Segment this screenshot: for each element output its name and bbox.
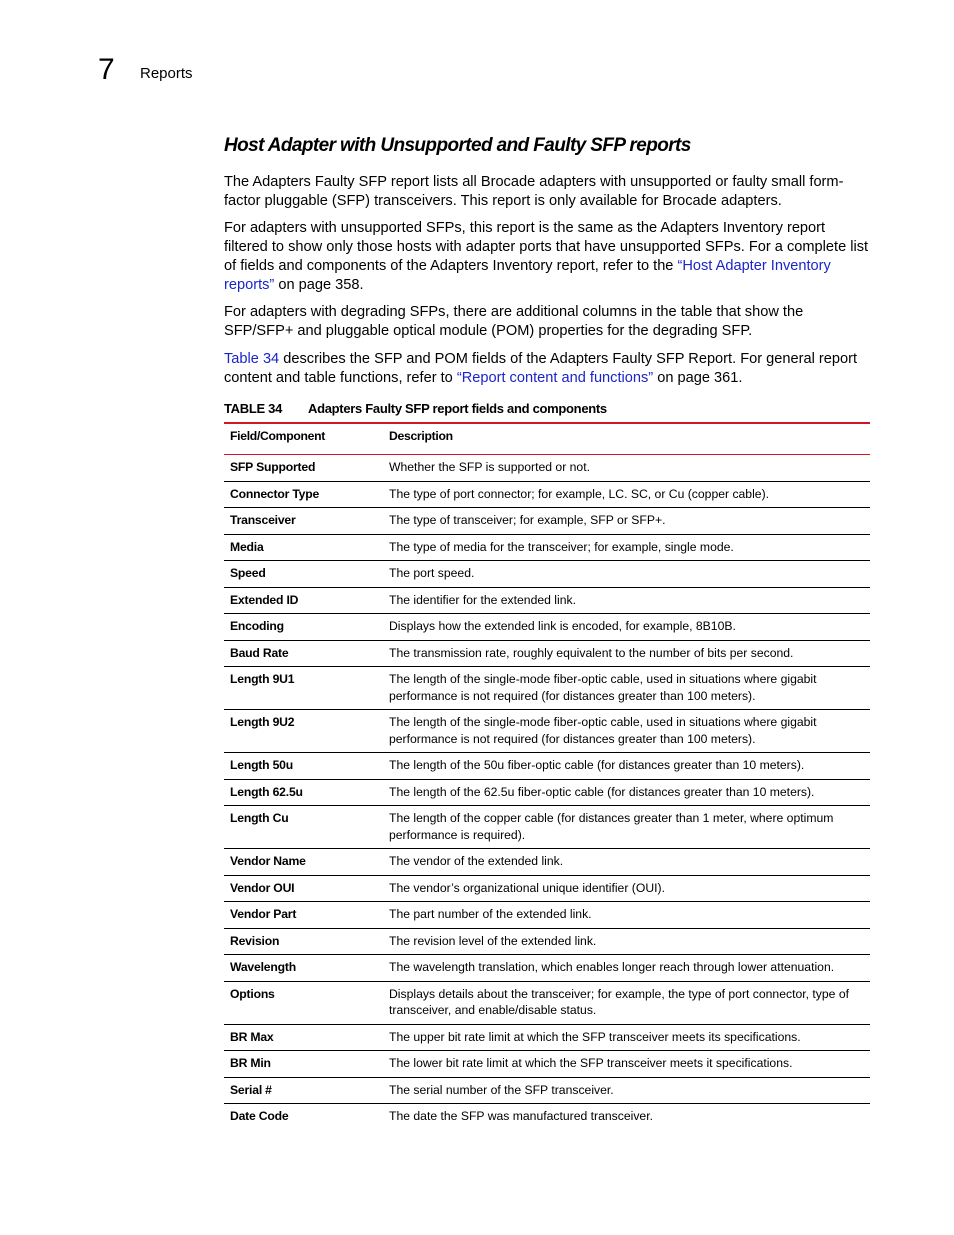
host-adapter-inventory-link[interactable]: “Host Adapter Inventory reports” <box>224 258 831 293</box>
description-cell: The port speed. <box>377 561 870 588</box>
table-row <box>224 1024 870 1051</box>
table-row <box>224 1051 870 1078</box>
description-cell: The transmission rate, roughly equivalent to the number of bits per second. <box>377 640 870 667</box>
table-row <box>224 710 870 753</box>
field-name-cell: SFP Supported <box>224 455 377 482</box>
table-row <box>224 875 870 902</box>
field-name-cell: Serial # <box>224 1077 377 1104</box>
column-header-description: Description <box>377 423 870 455</box>
field-name-cell: Extended ID <box>224 587 377 614</box>
field-name-cell: Date Code <box>230 1109 289 1123</box>
table-34-link[interactable]: Table 34 <box>224 351 280 367</box>
table-header-row <box>224 423 870 455</box>
field-name-cell: Vendor Name <box>224 849 377 876</box>
chapter-title: Reports <box>140 65 193 82</box>
field-name-cell: Wavelength <box>224 955 377 982</box>
table-row <box>224 806 870 849</box>
description-cell: The vendor of the extended link. <box>377 849 870 876</box>
paragraph-text: on page 358. <box>274 277 364 293</box>
field-name-cell: Length 50u <box>224 753 377 780</box>
field-name-cell: Vendor Part <box>224 902 377 929</box>
field-name-cell: Encoding <box>224 614 377 641</box>
table-row <box>224 455 870 482</box>
field-name-cell: Baud Rate <box>224 640 377 667</box>
table-row <box>224 508 870 535</box>
paragraph-degrading: For adapters with degrading SFPs, there are additional columns in the table that show the SFP/SFP+ and pluggable optical module (POM) properties for the degrading SFP. <box>224 304 804 339</box>
description-cell: The length of the single-mode fiber-optic cable, used in situations where gigabit performance is not required (for distances greater than 100 meters). <box>377 710 870 753</box>
section-title: Host Adapter with Unsupported and Faulty SFP reports <box>224 135 691 156</box>
description-cell: The type of port connector; for example, LC. SC, or Cu (copper cable). <box>377 481 870 508</box>
chapter-number: 7 <box>98 53 115 86</box>
table-row <box>224 955 870 982</box>
paragraph-text: describes the SFP and POM fields of the Adapters Faulty SFP Report. For general report content and table functions, refer to <box>224 351 858 386</box>
table-caption <box>224 400 870 418</box>
table-row <box>224 587 870 614</box>
description-cell: The date the SFP was manufactured transceiver. <box>389 1109 653 1123</box>
paragraph-intro: The Adapters Faulty SFP report lists all Brocade adapters with unsupported or faulty small form-factor pluggable (SFP) transceivers. This report is only available for Brocade adapters. <box>224 174 844 209</box>
table-row <box>224 902 870 929</box>
table-row <box>224 849 870 876</box>
description-cell: The wavelength translation, which enables longer reach through lower attenuation. <box>377 955 870 982</box>
field-name-cell: Revision <box>224 928 377 955</box>
description-cell: The type of media for the transceiver; for example, single mode. <box>377 534 870 561</box>
field-name-cell: Speed <box>224 561 377 588</box>
paragraph-table-ref <box>224 350 870 388</box>
description-cell: Whether the SFP is supported or not. <box>377 455 870 482</box>
description-cell: The serial number of the SFP transceiver. <box>377 1077 870 1104</box>
description-cell: Displays how the extended link is encoded, for example, 8B10B. <box>377 614 870 641</box>
paragraph-unsupported <box>224 219 870 295</box>
table-row <box>224 614 870 641</box>
description-cell: The identifier for the extended link. <box>377 587 870 614</box>
description-cell: The length of the 50u fiber-optic cable (for distances greater than 10 meters). <box>377 753 870 780</box>
paragraph-text: For adapters with unsupported SFPs, this report is the same as the Adapters Inventory report filtered to show only those hosts with adapter ports that have unsupported SFPs. For a complete list of fields and components of the Adapters Inventory report, refer to the <box>224 220 869 274</box>
paragraph-text: on page 361. <box>653 370 743 386</box>
table-caption-text: Adapters Faulty SFP report fields and components <box>308 401 607 416</box>
field-name-cell: Vendor OUI <box>224 875 377 902</box>
description-cell: The length of the 62.5u fiber-optic cable (for distances greater than 10 meters). <box>377 779 870 806</box>
table-row <box>224 667 870 710</box>
field-name-cell: Options <box>224 981 377 1024</box>
column-header-field: Field/Component <box>224 423 377 455</box>
table-row <box>224 640 870 667</box>
table-row <box>224 561 870 588</box>
description-cell: The vendor’s organizational unique identifier (OUI). <box>377 875 870 902</box>
field-name-cell: Length 9U1 <box>224 667 377 710</box>
table-row <box>224 928 870 955</box>
field-name-cell: Length Cu <box>224 806 377 849</box>
description-cell: The part number of the extended link. <box>377 902 870 929</box>
description-cell: The upper bit rate limit at which the SFP transceiver meets its specifications. <box>377 1024 870 1051</box>
table-row <box>224 534 870 561</box>
description-cell: The length of the single-mode fiber-optic cable, used in situations where gigabit performance is not required (for distances greater than 100 meters). <box>377 667 870 710</box>
field-name-cell: Connector Type <box>224 481 377 508</box>
field-name-cell: Transceiver <box>224 508 377 535</box>
field-name-cell: Media <box>224 534 377 561</box>
table-label: TABLE 34 <box>224 401 283 416</box>
table-row <box>224 481 870 508</box>
description-cell: The revision level of the extended link. <box>377 928 870 955</box>
field-name-cell: Length 62.5u <box>224 779 377 806</box>
field-name-cell: BR Max <box>224 1024 377 1051</box>
field-name-cell: BR Min <box>224 1051 377 1078</box>
fields-table <box>224 422 870 1130</box>
description-cell: The length of the copper cable (for distances greater than 1 meter, where optimum performance is required). <box>377 806 870 849</box>
table-row <box>224 981 870 1024</box>
description-cell: The type of transceiver; for example, SFP or SFP+. <box>377 508 870 535</box>
table-body <box>224 455 870 1130</box>
field-name-cell: Length 9U2 <box>224 710 377 753</box>
table-row <box>224 779 870 806</box>
table-row <box>224 1077 870 1104</box>
description-cell: Displays details about the transceiver; for example, the type of port connector, type of transceiver, and enable/disable status. <box>377 981 870 1024</box>
table-row <box>224 1104 870 1130</box>
report-content-link[interactable]: “Report content and functions” <box>456 370 654 386</box>
table-row <box>224 753 870 780</box>
description-cell: The lower bit rate limit at which the SFP transceiver meets it specifications. <box>377 1051 870 1078</box>
